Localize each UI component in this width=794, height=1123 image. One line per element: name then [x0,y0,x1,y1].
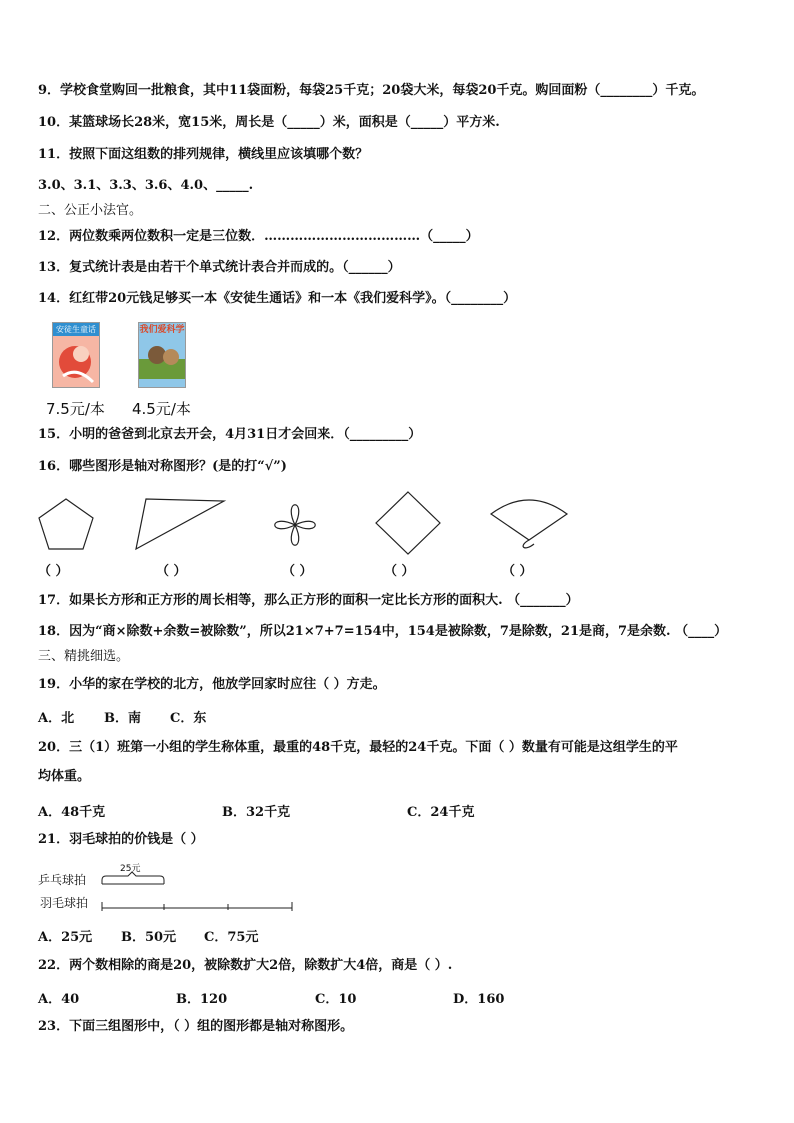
q20-option-c[interactable]: C．24千克 [407,805,475,820]
question-15: 15．小明的爸爸到北京去开会，4月31日才会回来．（_________） [38,427,422,442]
q21-option-c[interactable]: C．75元 [204,930,259,945]
book-price-andersen: 7.5元/本 [46,400,105,418]
diagram-amount-label: 25元 [120,864,141,874]
answer-paren-1[interactable]: （ ） [38,564,69,579]
book-illustration-science [139,335,186,379]
q19-option-c[interactable]: C．东 [170,711,207,726]
four-leaf-shape [264,494,326,556]
book-science [138,322,186,388]
question-23: 23．下面三组图形中，（ ）组的图形都是轴对称图形。 [38,1019,354,1034]
book-title-andersen: 安徒生童话 [53,323,99,336]
question-19: 19．小华的家在学校的北方，他放学回家时应往（ ）方走。 [38,677,386,692]
pentagon-shape [36,496,96,552]
question-10: 10．某篮球场长28米，宽15米，周长是（_____）米，面积是（_____）平方米. [38,115,500,130]
question-11: 11．按照下面这组数的排列规律，横线里应该填哪个数？ [38,147,369,162]
book-cover-andersen [52,322,100,388]
fan-shape [488,494,570,552]
diamond-shape [374,490,442,556]
question-12: 12．两位数乘两位数积一定是三位数．………………………………（_____） [38,229,479,244]
question-17: 17．如果长方形和正方形的周长相等，那么正方形的面积一定比长方形的面积大. （_______） [38,593,579,608]
question-20-line-2: 均体重。 [38,769,91,784]
diagram-label-badminton: 羽毛球拍 [40,896,89,910]
question-16: 16．哪些图形是轴对称图形？(是的打“√”) [38,459,287,474]
answer-paren-3[interactable]: （ ） [282,564,313,579]
book-price-science: 4.5元/本 [132,400,191,418]
book-illustration-andersen [53,336,100,388]
question-11-sequence: 3.0、3.1、3.3、3.6、4.0、_____. [38,178,254,193]
book-andersen [52,322,100,388]
line-segment-diagram [98,868,298,914]
question-21: 21．羽毛球拍的价钱是（ ） [38,832,204,847]
question-20-line-1: 20．三（1）班第一小组的学生称体重，最重的48千克，最轻的24千克。下面（ ）数量有可能是这组学生的平 [38,740,678,755]
q22-option-d[interactable]: D．160 [453,992,505,1007]
section-2-heading: 二、公正小法官。 [38,203,143,218]
q21-option-a[interactable]: A．25元 [38,930,93,945]
q22-option-a[interactable]: A．40 [38,992,80,1007]
q19-option-b[interactable]: B．南 [104,711,141,726]
book-cover-science [138,322,186,388]
answer-paren-5[interactable]: （ ） [502,564,533,579]
answer-paren-2[interactable]: （ ） [156,564,187,579]
question-18: 18．因为“商×除数+余数=被除数”，所以21×7+7=154中，154是被除数，7是除数，21是商，7是余数. （____） [38,624,728,639]
diagram-label-pingpong: 乒乓球拍 [38,873,87,887]
q20-option-a[interactable]: A．48千克 [38,805,106,820]
q20-option-b[interactable]: B．32千克 [222,805,291,820]
question-13: 13．复式统计表是由若干个单式统计表合并而成的。（______） [38,260,401,275]
q21-option-b[interactable]: B．50元 [121,930,177,945]
q22-option-b[interactable]: B．120 [176,992,228,1007]
question-9: 9．学校食堂购回一批粮食，其中11袋面粉，每袋25千克；20袋大米，每袋20千克。购回面粉（________）千克。 [38,83,705,98]
section-3-heading: 三、精挑细选。 [38,649,130,664]
answer-paren-4[interactable]: （ ） [384,564,415,579]
triangle-shape [132,497,228,553]
q22-option-c[interactable]: C．10 [315,992,357,1007]
question-14: 14．红红带20元钱足够买一本《安徒生通话》和一本《我们爱科学》。（________） [38,291,517,306]
question-22: 22．两个数相除的商是20，被除数扩大2倍，除数扩大4倍，商是（ ）. [38,958,453,973]
q19-option-a[interactable]: A．北 [38,711,75,726]
book-title-science: 我们爱科学 [139,325,185,335]
